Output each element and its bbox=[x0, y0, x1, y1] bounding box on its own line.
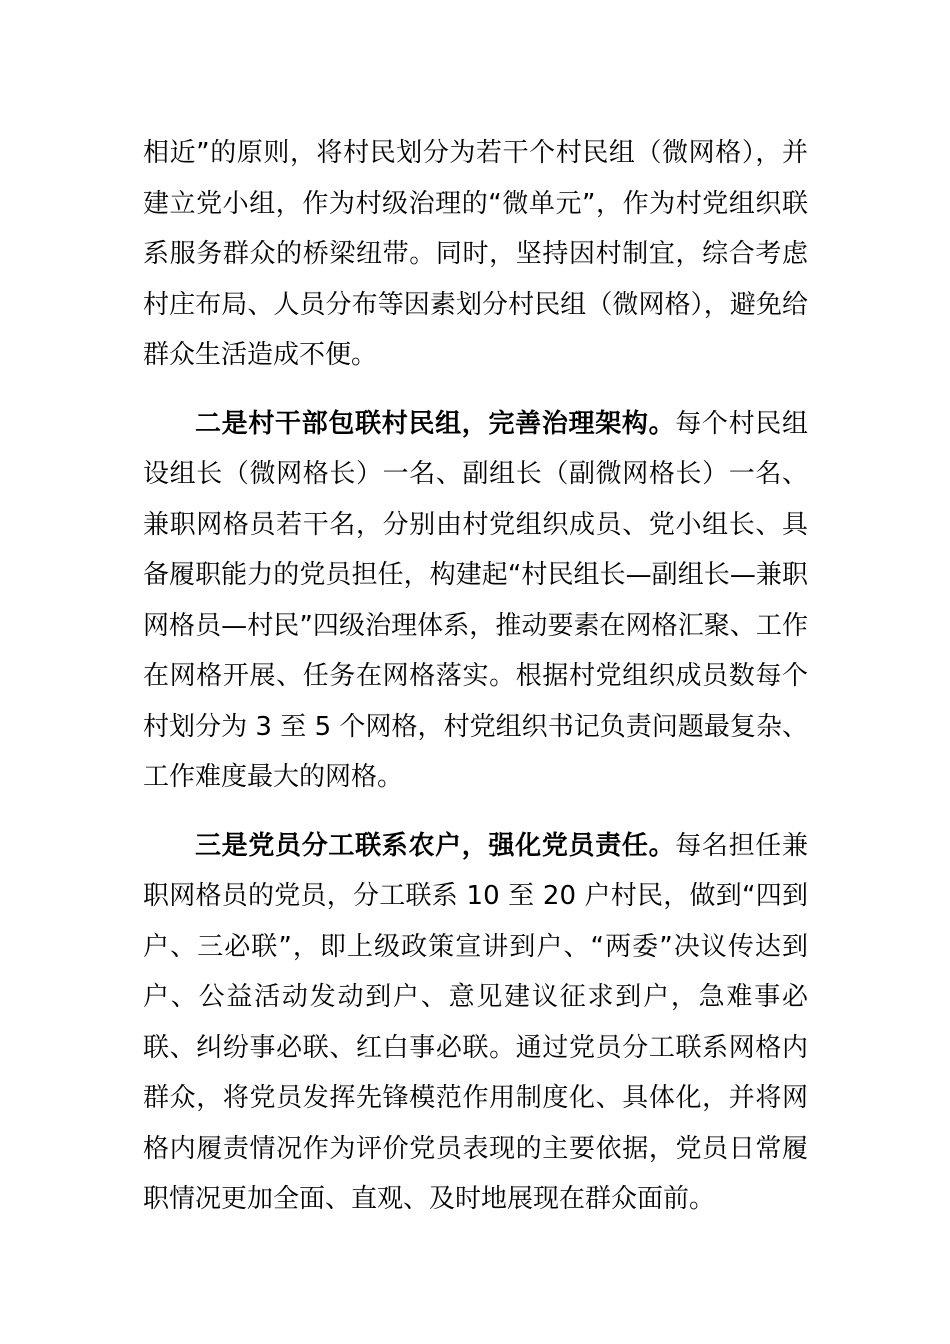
paragraph-lead: 二是村干部包联村民组，完善治理架构。 bbox=[195, 408, 676, 439]
paragraph-party-members bbox=[143, 821, 808, 1225]
paragraph-continuation bbox=[143, 128, 808, 381]
paragraph-lead: 三是党员分工联系农户，强化党员责任。 bbox=[195, 830, 676, 861]
paragraph-text: 每个村民组设组长（微网格长）一名、副组长（副微网格长）一名、兼职网格员若干名，分别由村党组织成员、党小组长、具备履职能力的党员担任，构建起“村民组长—副组长—兼职网格员—村民”四级治理体系，推动要素在网格汇聚、工作在网格开展、任务在网格落实。根据村党组织成员数每个村划分为 3 至 5 个网格，村党组织书记负责问题最复杂、工作难度最大的网格。 bbox=[143, 408, 808, 792]
paragraph-village-cadres bbox=[143, 399, 808, 803]
paragraph-text: 每名担任兼职网格员的党员，分工联系 10 至 20 户村民，做到“四到户、三必联”，即上级政策宣讲到户、“两委”决议传达到户、公益活动发动到户、意见建议征求到户，急难事必联、纠纷事必联、红白事必联。通过党员分工联系网格内群众，将党员发挥先锋模范作用制度化、具体化，并将网格内履责情况作为评价党员表现的主要依据，党员日常履职情况更加全面、直观、及时地展现在群众面前。 bbox=[143, 830, 808, 1214]
paragraph-text: 相近”的原则，将村民划分为若干个村民组（微网格），并建立党小组，作为村级治理的“微单元”，作为村党组织联系服务群众的桥梁纽带。同时，坚持因村制宜，综合考虑村庄布局、人员分布等因素划分村民组（微网格），避免给群众生活造成不便。 bbox=[143, 138, 808, 370]
document-body bbox=[143, 128, 808, 1225]
